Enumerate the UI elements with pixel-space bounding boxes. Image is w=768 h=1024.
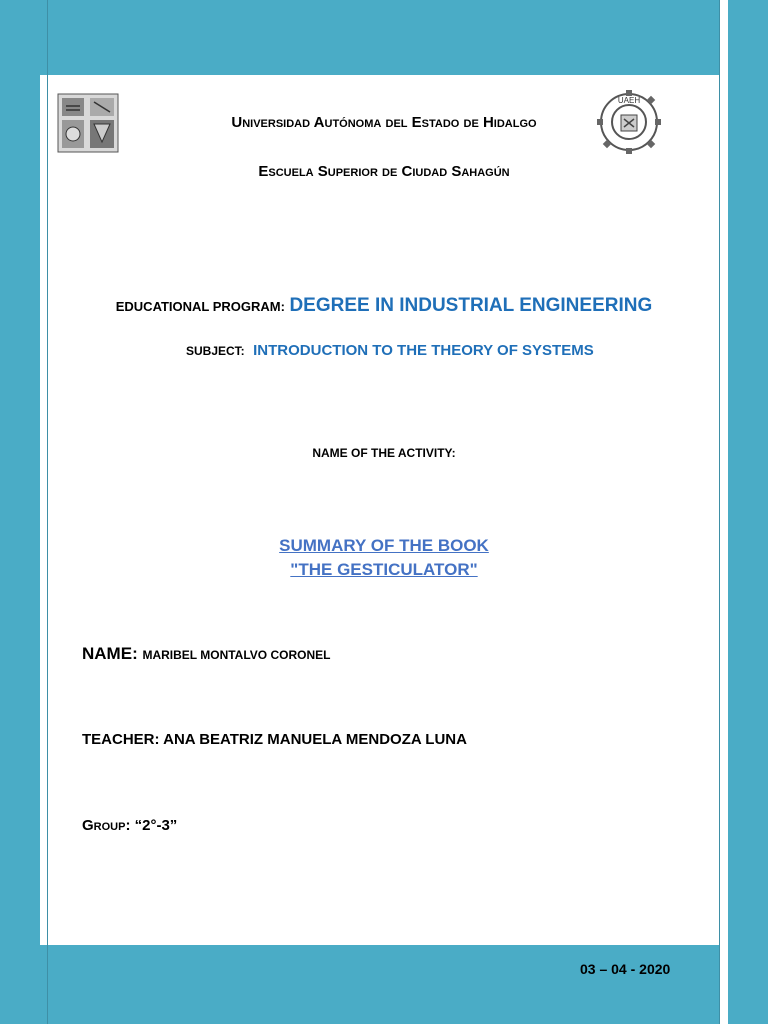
program-value: DEGREE IN INDUSTRIAL ENGINEERING [289,295,653,316]
document-date: 03 – 04 - 2020 [580,961,671,977]
student-name-label: NAME [82,644,133,663]
student-name-row [82,644,330,664]
right-border [728,75,768,945]
group-label: Group [82,817,126,834]
educational-program [0,295,768,317]
activity-label: NAME OF THE ACTIVITY: [312,446,456,460]
bottom-banner-right [728,945,768,1024]
program-label: EDUCATIONAL PROGRAM: [115,299,285,314]
teacher-name: TEACHER: ANA BEATRIZ MANUELA MENDOZA LUNA [82,731,467,748]
university-name: Universidad Autónoma del Estado de Hidalgo [231,114,537,131]
bottom-banner [0,945,719,1024]
subject [186,342,768,360]
left-border [0,75,40,945]
school-name: Escuela Superior de Ciudad Sahagún [258,163,510,180]
seal-text: UAEH [617,96,641,105]
top-banner [0,0,719,75]
page-body [48,75,719,945]
top-banner-right [728,0,768,75]
subject-label: SUBJECT: [186,344,245,358]
subject-value: INTRODUCTION TO THE THEORY OF SYSTEMS [253,342,594,359]
group-row [82,817,177,834]
student-name-value: MARIBEL MONTALVO CORONEL [142,648,331,662]
frame-line-right [719,0,720,1024]
activity-title-line2: "THE GESTICULATOR" [290,560,478,579]
activity-title-line1: SUMMARY OF THE BOOK [279,536,489,555]
group-value: : “2°-3” [125,817,178,834]
student-name-separator: : [132,644,143,663]
